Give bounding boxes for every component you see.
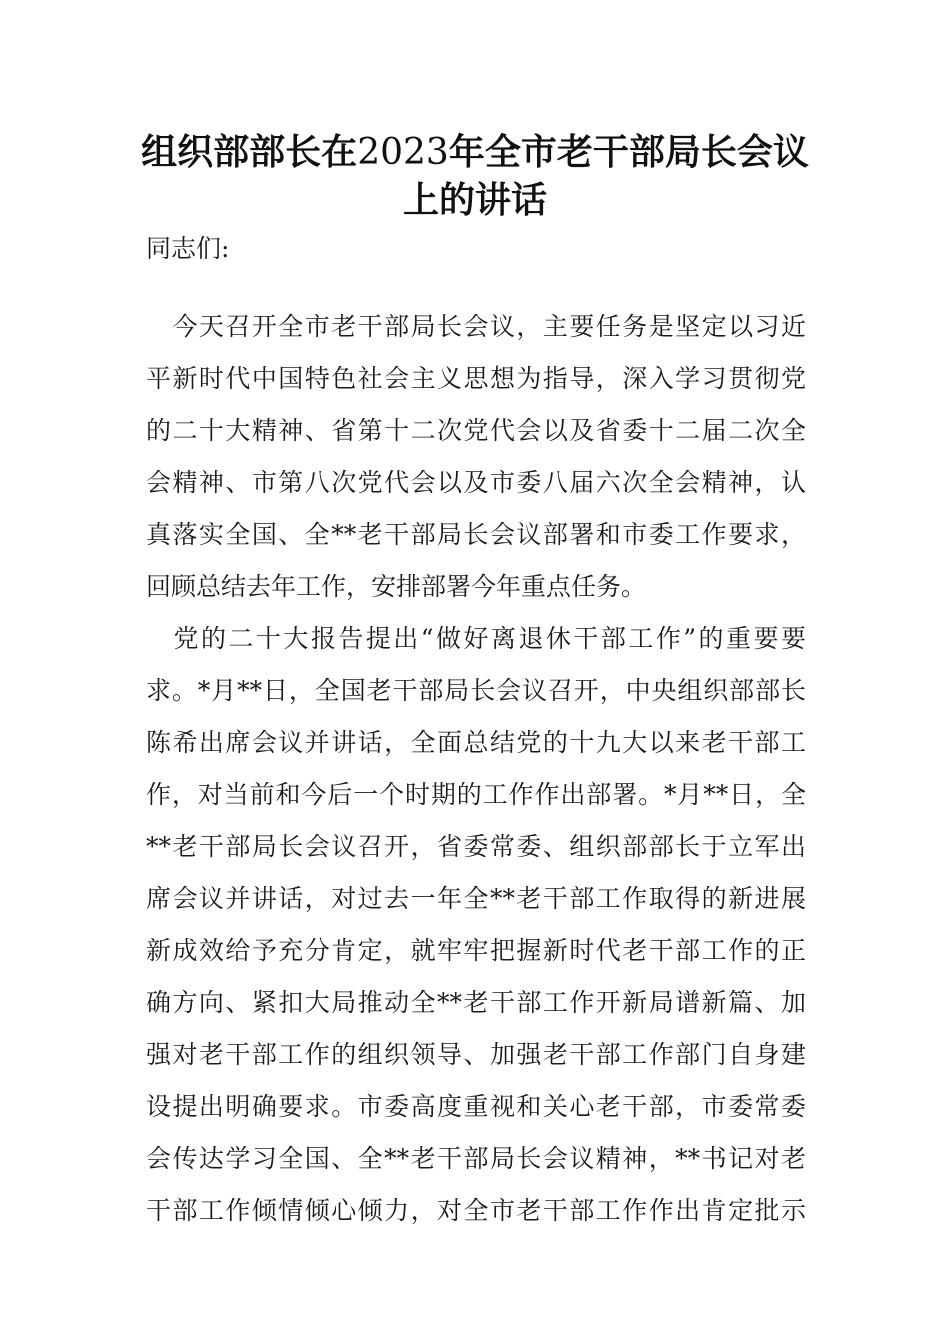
body-line: 会精神、市第八次党代会以及市委八届六次全会精神，认: [146, 468, 806, 497]
body-line: 会传达学习全国、全**老干部局长会议精神，**书记对老: [146, 1144, 806, 1173]
body-line: 陈希出席会议并讲话，全面总结党的十九大以来老干部工: [146, 728, 806, 757]
salutation: 同志们:: [146, 234, 230, 263]
body-line: 今天召开全市老干部局长会议，主要任务是坚定以习近: [146, 312, 806, 341]
body-line: 强对老干部工作的组织领导、加强老干部工作部门自身建: [146, 1040, 806, 1069]
title-text-b: 年全市老干部局长会议: [448, 131, 809, 173]
body-line: **老干部局长会议召开，省委常委、组织部部长于立军出: [146, 832, 806, 861]
body-line: 新成效给予充分肯定，就牢牢把握新时代老干部工作的正: [146, 936, 806, 965]
body-line: 作，对当前和今后一个时期的工作作出部署。*月**日，全: [146, 780, 806, 809]
document-title-line-2: 上的讲话: [402, 179, 547, 221]
body-line: 设提出明确要求。市委高度重视和关心老干部，市委常委: [146, 1092, 806, 1121]
document-title-line-1: [100, 128, 850, 177]
body-line: 干部工作倾情倾心倾力，对全市老干部工作作出肯定批示: [146, 1196, 806, 1225]
body-line: 求。*月**日，全国老干部局长会议召开，中央组织部部长: [146, 676, 806, 705]
title-year: 2023: [357, 132, 449, 173]
body-line: 确方向、紧扣大局推动全**老干部工作开新局谱新篇、加: [146, 988, 806, 1017]
body-line: 真落实全国、全**老干部局长会议部署和市委工作要求，: [146, 520, 806, 549]
body-line: 席会议并讲话，对过去一年全**老干部工作取得的新进展: [146, 884, 806, 913]
body-line: 的二十大精神、省第十二次党代会以及省委十二届二次全: [146, 416, 806, 445]
body-line: 平新时代中国特色社会主义思想为指导，深入学习贯彻党: [146, 364, 806, 393]
body-line: 回顾总结去年工作，安排部署今年重点任务。: [146, 572, 647, 601]
body-line: 党的二十大报告提出“做好离退休干部工作”的重要要: [146, 624, 806, 653]
title-text-a: 组织部部长在: [141, 131, 358, 173]
